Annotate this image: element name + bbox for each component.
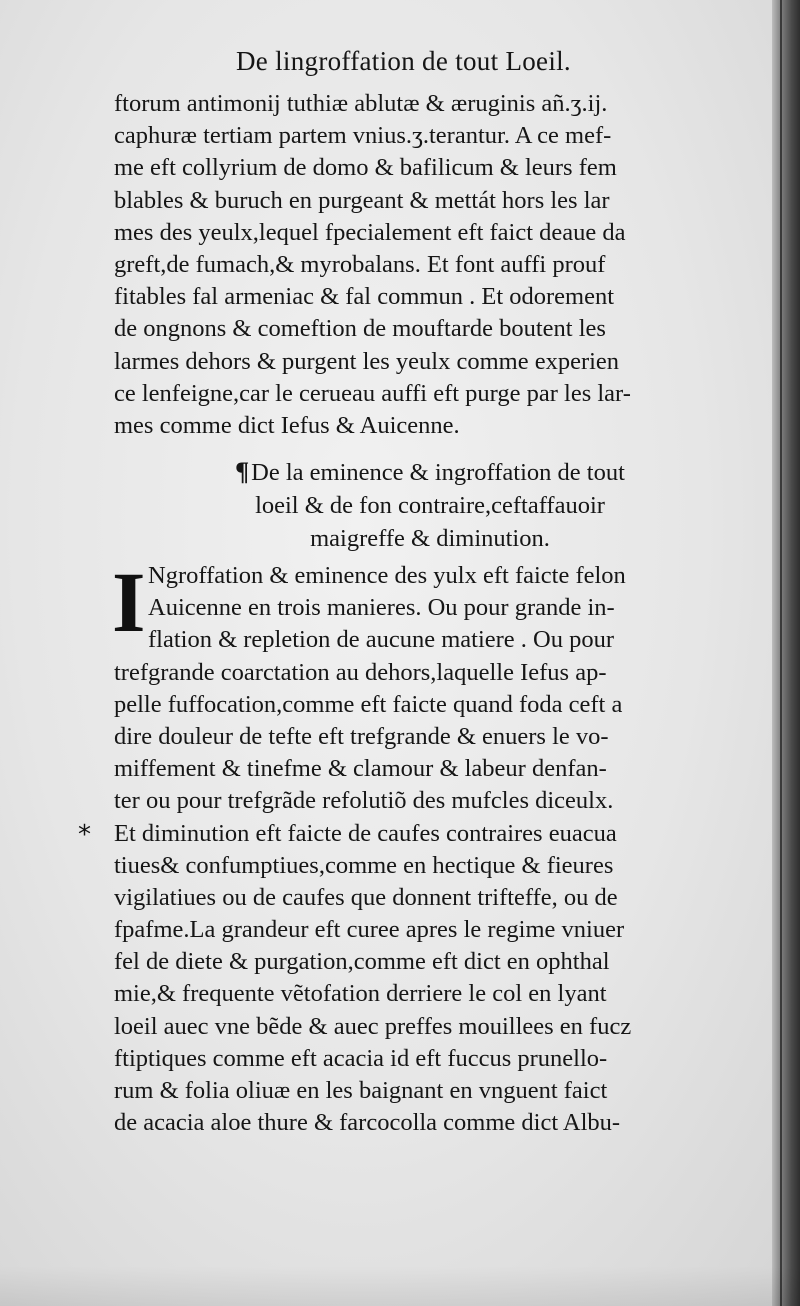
text-line: ftiptiques comme eft acacia id eft fuccus prunello- [114,1044,608,1072]
text-line: loeil auec vne bẽde & auec preffes mouillees en fucz [114,1012,632,1040]
text-line: ce lenfeigne,car le cerueau auffi eft purge par les lar- [114,379,631,407]
text-line: de ongnons & comeftion de mouftarde boutent les [114,315,606,343]
text-line: mes comme dict Iefus & Auicenne. [114,411,460,439]
heading-line: loeil & de fon contraire,ceftaffauoir [255,492,605,519]
text-line: Et diminution eft faicte de caufes contraires euacua [114,819,617,847]
text-line: fpafme.La grandeur eft curee apres le regime vniuer [114,916,625,944]
section-heading [175,455,685,555]
text-line: trefgrande coarctation au dehors,laquelle Iefus ap- [114,658,607,686]
text-line: me eft collyrium de domo & bafilicum & leurs fem [114,154,617,182]
pilcrow-mark: ¶ [235,457,250,486]
text-line: Auicenne en trois manieres. Ou pour grande in- [148,594,615,622]
text-line: Ngroffation & eminence des yulx eft faicte felon [148,562,626,589]
text-line: ftorum antimonij tuthiæ ablutæ & æruginis añ.ʒ.ij. [114,90,608,117]
text-line: ter ou pour trefgrãde refolutiõ des mufcles diceulx. [114,787,614,815]
text-line: tiues& confumptiues,comme en hectique & fieures [114,851,614,879]
heading-line: maigreffe & diminution. [310,525,550,552]
text-line: larmes dehors & purgent les yeulx comme experien [114,347,620,375]
text-line: greft,de fumach,& myrobalans. Et font auffi prouf [114,250,606,278]
text-line: fitables fal armeniac & fal commun . Et odorement [114,283,615,311]
drop-cap: I [112,554,146,650]
text-line: blables & buruch en purgeant & mettát hors les lar [114,186,610,214]
margin-asterisk: * [78,820,91,850]
text-line: flation & repletion de aucune matiere . Ou pour [148,626,615,654]
page-edge-binding [772,0,800,1306]
text-line: fel de diete & purgation,comme eft dict en ophthal [114,948,610,976]
text-line: dire douleur de tefte eft trefgrande & enuers le vo- [114,722,609,750]
text-line: rum & folia oliuæ en les baignant en vnguent faict [114,1077,608,1104]
heading-line-text: De la eminence & ingroffation de tout [251,459,625,486]
text-line: mie,& frequente vẽtofation derriere le col en lyant [114,980,607,1008]
paragraph-1 [114,88,724,442]
text-line: mes des yeulx,lequel fpecialement eft faict deaue da [114,218,626,246]
text-line: de acacia aloe thure & farcocolla comme dict Albu- [114,1109,621,1137]
page-shadow [0,1266,800,1306]
running-head: De lingroffation de tout Loeil. [236,46,571,76]
text-line: caphuræ tertiam partem vnius.ʒ.terantur. A ce mef- [114,122,612,150]
text-line: vigilatiues ou de caufes que donnent trifteffe, ou de [114,883,618,911]
text-line: miffement & tinefme & clamour & labeur denfan- [114,755,607,783]
heading-line [175,455,685,489]
text-line: pelle fuffocation,comme eft faicte quand foda ceft a [114,690,623,718]
paragraph-2 [112,554,724,1139]
